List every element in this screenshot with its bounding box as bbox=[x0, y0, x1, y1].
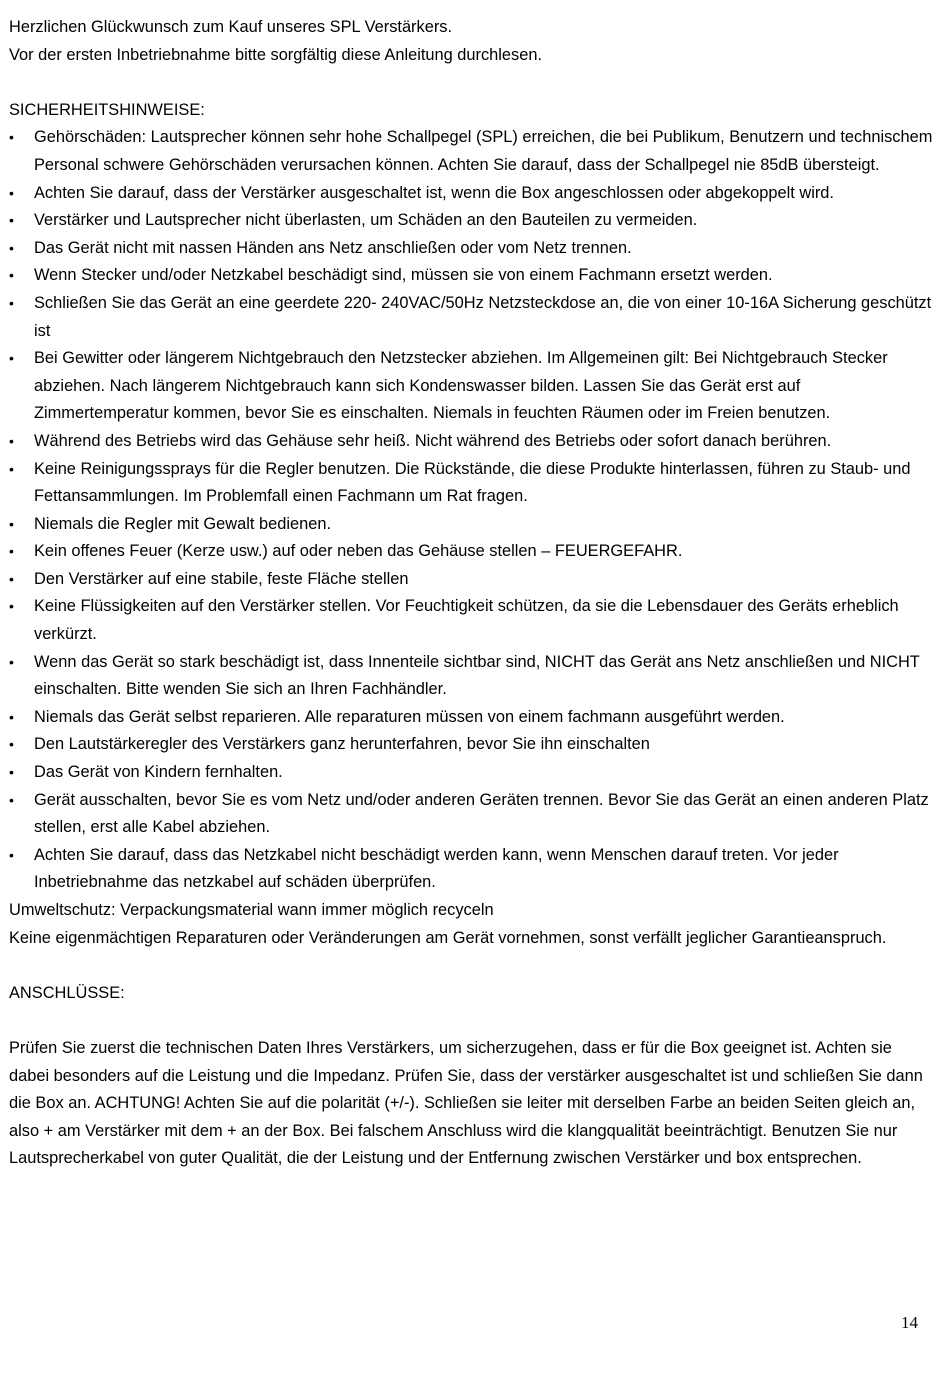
list-item-text: Keine Reinigungssprays für die Regler benutzen. Die Rückstände, die diese Produkte hinterlassen, führen zu Staub- und Fettansammlungen. Im Problemfall einen Fachmann um Rat fragen. bbox=[34, 459, 911, 506]
bullet-icon: • bbox=[9, 791, 14, 808]
bullet-icon: • bbox=[9, 846, 14, 863]
list-item bbox=[9, 428, 934, 456]
list-item bbox=[9, 538, 934, 566]
bullet-icon: • bbox=[9, 570, 14, 587]
list-item bbox=[9, 180, 934, 208]
document-page bbox=[9, 14, 934, 1173]
list-item-text: Niemals die Regler mit Gewalt bedienen. bbox=[34, 514, 331, 533]
list-item bbox=[9, 649, 934, 704]
intro-greeting: Herzlichen Glückwunsch zum Kauf unseres SPL Verstärkers. bbox=[9, 18, 453, 36]
environment-note: Umweltschutz: Verpackungsmaterial wann immer möglich recyceln bbox=[9, 901, 494, 919]
list-item bbox=[9, 787, 934, 842]
list-item-text: Bei Gewitter oder längerem Nichtgebrauch den Netzstecker abziehen. Im Allgemeinen gilt: Bei Nichtgebrauch Stecker abziehen. Nach längerem Nichtgebrauch kann sich Kondenswasser bilden. Lassen Sie das Gerät erst auf Zimmertemperatur kommen, bevor Sie es einschalten. Niemals in feuchten Räumen oder im Freien benutzen. bbox=[34, 349, 888, 423]
list-item-text: Kein offenes Feuer (Kerze usw.) auf oder neben das Gehäuse stellen – FEUERGEFAHR. bbox=[34, 542, 683, 561]
bullet-icon: • bbox=[9, 239, 14, 256]
safety-heading: SICHERHEITSHINWEISE: bbox=[9, 100, 205, 119]
safety-list bbox=[9, 124, 934, 897]
list-item-text: Schließen Sie das Gerät an eine geerdete 220- 240VAC/50Hz Netzsteckdose an, die von einer 10-16A Sicherung geschützt ist bbox=[34, 293, 932, 340]
list-item bbox=[9, 731, 934, 759]
list-item-text: Während des Betriebs wird das Gehäuse sehr heiß. Nicht während des Betriebs oder sofort danach berühren. bbox=[34, 431, 832, 450]
list-item bbox=[9, 593, 934, 648]
bullet-icon: • bbox=[9, 432, 14, 449]
list-item bbox=[9, 235, 934, 263]
list-item-text: Achten Sie darauf, dass der Verstärker ausgeschaltet ist, wenn die Box angeschlossen oder abgekoppelt wird. bbox=[34, 183, 834, 202]
list-item bbox=[9, 511, 934, 539]
list-item-text: Niemals das Gerät selbst reparieren. Alle reparaturen müssen von einem fachmann ausgeführt werden. bbox=[34, 707, 785, 726]
list-item-text: Wenn das Gerät so stark beschädigt ist, dass Innenteile sichtbar sind, NICHT das Gerät ans Netz anschließen und NICHT einschalten. Bitte wenden Sie sich an Ihren Fachhändler. bbox=[34, 652, 920, 699]
bullet-icon: • bbox=[9, 129, 14, 146]
warranty-note: Keine eigenmächtigen Reparaturen oder Veränderungen am Gerät vornehmen, sonst verfällt jeglicher Garantieanspruch. bbox=[9, 928, 887, 947]
list-item bbox=[9, 566, 934, 594]
connections-heading: ANSCHLÜSSE: bbox=[9, 983, 125, 1002]
list-item-text: Das Gerät von Kindern fernhalten. bbox=[34, 763, 283, 782]
bullet-icon: • bbox=[9, 460, 14, 477]
list-item-text: Das Gerät nicht mit nassen Händen ans Netz anschließen oder vom Netz trennen. bbox=[34, 238, 632, 257]
list-item bbox=[9, 345, 934, 428]
spacer bbox=[9, 1007, 934, 1035]
list-item bbox=[9, 456, 934, 511]
list-item-text: Verstärker und Lautsprecher nicht überlasten, um Schäden an den Bauteilen zu vermeiden. bbox=[34, 211, 698, 230]
list-item bbox=[9, 262, 934, 290]
bullet-icon: • bbox=[9, 350, 14, 367]
list-item bbox=[9, 759, 934, 787]
list-item-text: Achten Sie darauf, dass das Netzkabel nicht beschädigt werden kann, wenn Menschen darauf treten. Vor jeder Inbetriebnahme das netzkabel auf schäden überprüfen. bbox=[34, 845, 839, 892]
list-item bbox=[9, 207, 934, 235]
bullet-icon: • bbox=[9, 543, 14, 560]
bullet-icon: • bbox=[9, 736, 14, 753]
list-item-text: Den Verstärker auf eine stabile, feste Fläche stellen bbox=[34, 569, 409, 588]
list-item bbox=[9, 290, 934, 345]
connections-paragraph: Prüfen Sie zuerst die technischen Daten Ihres Verstärkers, um sicherzugehen, dass er für die Box geeignet ist. Achten sie dabei besonders auf die Leistung und die Impedanz. Prüfen Sie, dass der verstärker ausgeschaltet ist und schließen Sie dann die Box an. ACHTUNG! Achten Sie auf die polarität (+/-). Schließen sie leiter mit derselben Farbe an beiden Seiten gleich an, also + am Verstärker mit dem + an der Box. Bei falschem Anschluss wird die klangqualität beeinträchtigt. Benutzen Sie nur Lautsprecherkabel von guter Qualität, die der Leistung und der Entfernung zwischen Verstärker und box entsprechen. bbox=[9, 1038, 923, 1168]
list-item bbox=[9, 704, 934, 732]
page-number: 14 bbox=[901, 1313, 918, 1332]
bullet-icon: • bbox=[9, 212, 14, 229]
bullet-icon: • bbox=[9, 267, 14, 284]
bullet-icon: • bbox=[9, 708, 14, 725]
list-item-text: Wenn Stecker und/oder Netzkabel beschädigt sind, müssen sie von einem Fachmann ersetzt werden. bbox=[34, 266, 773, 285]
list-item-text: Den Lautstärkeregler des Verstärkers ganz herunterfahren, bevor Sie ihn einschalten bbox=[34, 735, 650, 754]
list-item-text: Gehörschäden: Lautsprecher können sehr hohe Schallpegel (SPL) erreichen, die bei Publikum, Benutzern und technischem Personal schwere Gehörschäden verursachen können. Achten Sie darauf, dass der Schallpegel nie 85dB übersteigt. bbox=[34, 128, 933, 174]
intro-instruction: Vor der ersten Inbetriebnahme bitte sorgfältig diese Anleitung durchlesen. bbox=[9, 45, 543, 64]
list-item-text: Keine Flüssigkeiten auf den Verstärker stellen. Vor Feuchtigkeit schützen, da sie die Lebensdauer des Geräts erheblich verkürzt. bbox=[34, 597, 899, 644]
bullet-icon: • bbox=[9, 515, 14, 532]
list-item bbox=[9, 124, 934, 179]
bullet-icon: • bbox=[9, 294, 14, 311]
bullet-icon: • bbox=[9, 764, 14, 781]
list-item-text: Gerät ausschalten, bevor Sie es vom Netz und/oder anderen Geräten trennen. Bevor Sie das Gerät an einen anderen Platz stellen, erst alle Kabel abziehen. bbox=[34, 790, 929, 837]
list-item bbox=[9, 842, 934, 897]
bullet-icon: • bbox=[9, 184, 14, 201]
spacer bbox=[9, 952, 934, 980]
spacer bbox=[9, 69, 934, 97]
bullet-icon: • bbox=[9, 598, 14, 615]
bullet-icon: • bbox=[9, 653, 14, 670]
